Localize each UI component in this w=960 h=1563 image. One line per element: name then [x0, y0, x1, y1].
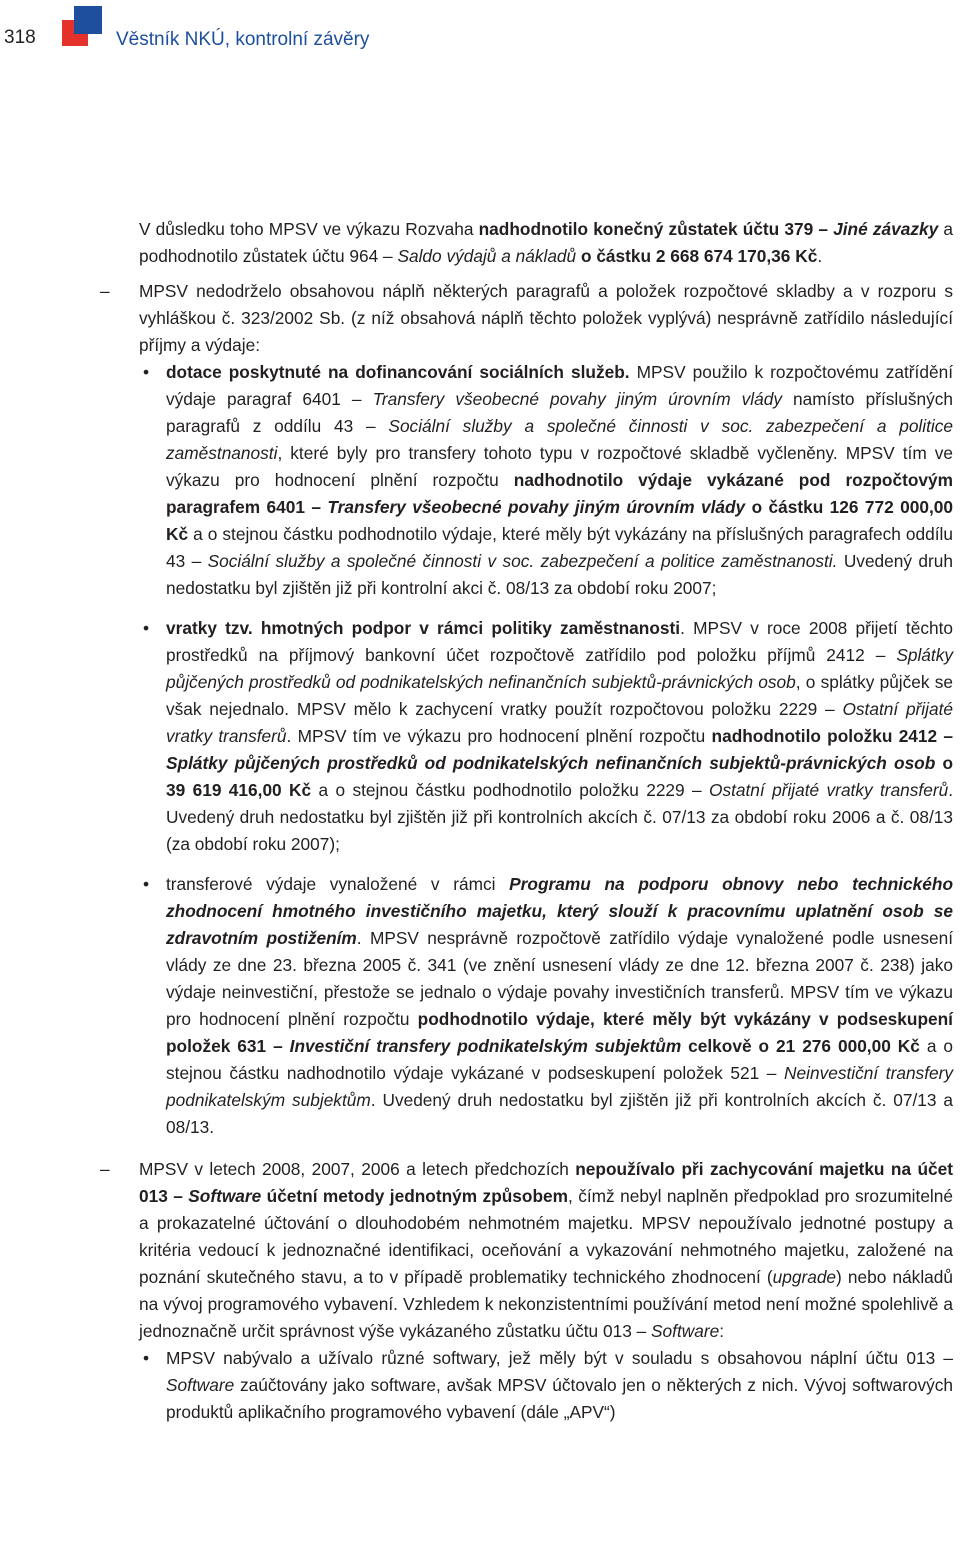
dash-item-classification	[0, 278, 960, 359]
page-header	[0, 0, 960, 80]
dash-item-text: MPSV nedodrželo obsahovou náplň některých paragrafů a položek rozpočtové skladby a v rozporu s vyhláškou č. 323/2002 Sb. (z níž obsahová náplň těchto položek vyplývá) nesprávně zatřídilo následující příjmy a výdaje:	[139, 281, 953, 355]
bullet-marker: •	[143, 874, 150, 894]
bullet-item-social-services: • dotace poskytnuté na dofinancování sociálních služeb. MPSV použilo k rozpočtovému zatřídění výdaje paragraf 6401 – Transfery všeobecné povahy jiným úrovním vlády namísto příslušných paragrafů z oddílu 43 – Sociální služby a společné činnosti v soc. zabezpečení a politice zaměstnanosti, které byly pro transfery tohoto typu v rozpočtové skladbě vyčleněny. MPSV tím ve výkazu pro hodnocení plnění rozpočtu nadhodnotilo výdaje vykázané pod rozpočtovým paragrafem 6401 – Transfery všeobecné povahy jiným úrovním vlády o částku 126 772 000,00 Kč a o stejnou částku podhodnotilo výdaje, které měly být vykázány na příslušných paragrafech oddílu 43 – Sociální služby a společné činnosti v soc. zabezpečení a politice zaměstnanosti. Uvedený druh nedostatku byl zjištěn již při kontrolní akci č. 08/13 za období roku 2007;	[0, 359, 960, 602]
document-body	[0, 216, 960, 1426]
dash-marker: –	[100, 281, 110, 301]
bullet-marker: •	[143, 362, 150, 382]
bullet-list-misclassified	[0, 359, 960, 1141]
bullet-marker: •	[143, 618, 150, 638]
running-title: Věstník NKÚ, kontrolní závěry	[116, 29, 370, 50]
bullet-item-refunds: • vratky tzv. hmotných podpor v rámci politiky zaměstnanosti. MPSV v roce 2008 přijetí těchto prostředků na příjmový bankovní účet rozpočtově zatřídilo pod položku příjmů 2412 – Splátky půjčených prostředků od podnikatelských nefinančních subjektů-právnických osob, o splátky půjček se však nejednalo. MPSV mělo k zachycení vratky použít rozpočtovou položku 2229 – Ostatní přijaté vratky transferů. MPSV tím ve výkazu pro hodnocení plnění rozpočtu nadhodnotilo položku 2412 – Splátky půjčených prostředků od podnikatelských nefinančních subjektů-právnických osob o 39 619 416,00 Kč a o stejnou částku podhodnotilo položku 2229 – Ostatní přijaté vratky transferů. Uvedený druh nedostatku byl zjištěn již při kontrolních akcích č. 07/13 za období roku 2006 a č. 08/13 (za období roku 2007);	[0, 615, 960, 858]
bullet-list-software	[0, 1345, 960, 1426]
nku-logo	[62, 6, 104, 48]
bullet-item-software-acquisition: • MPSV nabývalo a užívalo různé softwary, jež měly být v souladu s obsahovou náplní účtu 013 – Software zaúčtovány jako software, avšak MPSV účtovalo jen o některých z nich. Vývoj softwarových produktů aplikačního programového vybavení (dále „APV“)	[0, 1345, 960, 1426]
intro-paragraph: V důsledku toho MPSV ve výkazu Rozvaha nadhodnotilo konečný zůstatek účtu 379 – Jiné závazky a podhodnotilo zůstatek účtu 964 – Saldo výdajů a nákladů o částku 2 668 674 170,36 Kč.	[139, 219, 953, 266]
logo-blue-square	[74, 6, 102, 34]
dash-item-software: – MPSV v letech 2008, 2007, 2006 a letech předchozích nepoužívalo při zachycování majetku na účet 013 – Software účetní metody jednotným způsobem, čímž nebyl naplněn předpoklad pro srozumitelné a prokazatelné účtování o dlouhodobém nehmotném majetku. MPSV nepoužívalo jednotné postupy a kritéria vedoucí k jednoznačné identifikaci, oceňování a vykazování nehmotného majetku, založené na poznání skutečného stavu, a to v případě problematiky technického zhodnocení (upgrade) nebo nákladů na vývoj programového vybavení. Vzhledem k nekonzistentními používání metod není možné spolehlivě a jednoznačně určit správnost výše vykázaného zůstatku účtu 013 – Software:	[0, 1156, 960, 1345]
page-number: 318	[4, 27, 36, 48]
dash-marker: –	[100, 1159, 110, 1179]
bullet-marker: •	[143, 1348, 150, 1368]
bullet-item-transfers: • transferové výdaje vynaložené v rámci Programu na podporu obnovy nebo technického zhodnocení hmotného investičního majetku, který slouží k pracovnímu uplatnění osob se zdravotním postižením. MPSV nesprávně rozpočtově zatřídilo výdaje vynaložené podle usnesení vlády ze dne 23. března 2005 č. 341 (ve znění usnesení vlády ze dne 12. března 2007 č. 238) jako výdaje neinvestiční, přestože se jednalo o výdaje povahy investičních transferů. MPSV tím ve výkazu pro hodnocení plnění rozpočtu podhodnotilo výdaje, které měly být vykázány v podseskupení položek 631 – Investiční transfery podnikatelským subjektům celkově o 21 276 000,00 Kč a o stejnou částku nadhodnotilo výdaje vykázané v podseskupení položek 521 – Neinvestiční transfery podnikatelským subjektům. Uvedený druh nedostatku byl zjištěn již při kontrolních akcích č. 07/13 a 08/13.	[0, 871, 960, 1141]
